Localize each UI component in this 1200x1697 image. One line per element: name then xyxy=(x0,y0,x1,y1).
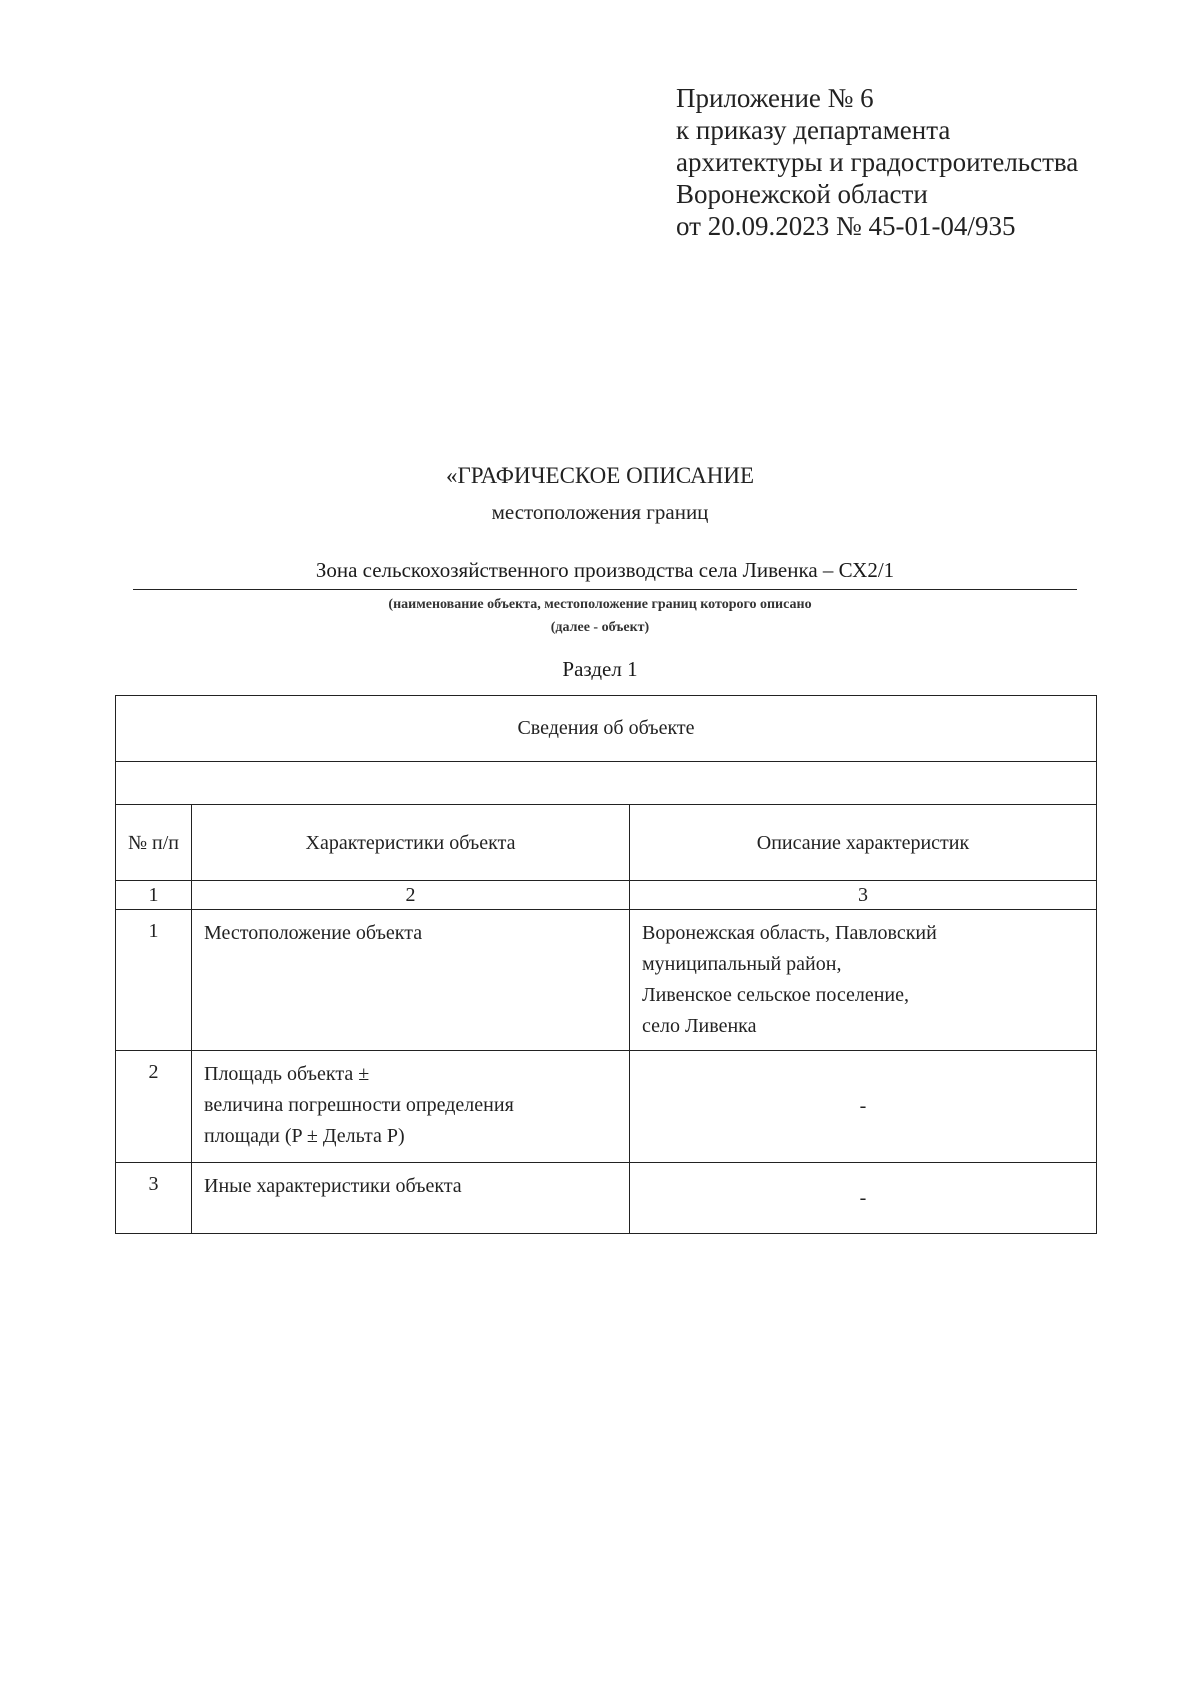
column-number: 3 xyxy=(630,881,1097,910)
table-row xyxy=(116,1051,1097,1163)
row-description xyxy=(630,1051,1097,1163)
table-row xyxy=(116,1163,1097,1234)
description-line: Воронежская область, Павловский xyxy=(642,922,937,944)
object-name: Зона сельскохозяйственного производства села Ливенка – СХ2/1 xyxy=(133,558,1077,590)
annex-line: Приложение № 6 xyxy=(676,83,874,113)
row-description xyxy=(630,1163,1097,1234)
column-number: 1 xyxy=(116,881,192,910)
table-empty-cell xyxy=(116,762,1097,805)
annex-line: архитектуры и градостроительства xyxy=(676,147,1079,177)
annex-line: от 20.09.2023 № 45-01-04/935 xyxy=(676,211,1016,241)
row-characteristic xyxy=(192,1051,630,1163)
column-number: 2 xyxy=(192,881,630,910)
description-line: - xyxy=(859,1095,867,1117)
table-header-row xyxy=(116,696,1097,762)
column-header-num: № п/п xyxy=(116,805,192,881)
object-note-line1: (наименование объекта, местоположение границ которого описано xyxy=(388,597,812,612)
object-note-line2: (далее - объект) xyxy=(550,620,650,635)
characteristic-line: площади (P ± Дельта P) xyxy=(204,1125,405,1147)
section-label: Раздел 1 xyxy=(562,657,638,681)
description-line: муниципальный район, xyxy=(642,953,842,975)
row-description xyxy=(630,910,1097,1051)
description-line: село Ливенка xyxy=(642,1015,757,1037)
characteristic-line: величина погрешности определения xyxy=(204,1094,514,1116)
description-line: Ливенское сельское поселение, xyxy=(642,984,910,1006)
column-number-row xyxy=(116,881,1097,910)
object-info-table xyxy=(115,695,1097,1234)
annex-line: к приказу департамента xyxy=(676,115,951,145)
row-characteristic xyxy=(192,1163,630,1234)
table-empty-row xyxy=(116,762,1097,805)
row-number: 3 xyxy=(116,1163,192,1234)
table-row xyxy=(116,910,1097,1051)
document-title: «ГРАФИЧЕСКОЕ ОПИСАНИЕ xyxy=(445,463,754,488)
characteristic-line: Местоположение объекта xyxy=(204,922,423,944)
column-header-description: Описание характеристик xyxy=(630,805,1097,881)
description-line: - xyxy=(859,1186,867,1209)
row-number: 2 xyxy=(116,1051,192,1163)
annex-line: Воронежской области xyxy=(676,179,928,209)
characteristic-line: Иные характеристики объекта xyxy=(204,1175,462,1197)
document-subtitle: местоположения границ xyxy=(491,500,709,524)
row-characteristic xyxy=(192,910,630,1051)
row-number: 1 xyxy=(116,910,192,1051)
table-header: Сведения об объекте xyxy=(116,696,1097,762)
annex-block xyxy=(676,82,1078,242)
column-header-row xyxy=(116,805,1097,881)
column-header-characteristic: Характеристики объекта xyxy=(192,805,630,881)
characteristic-line: Площадь объекта ± xyxy=(204,1063,370,1085)
